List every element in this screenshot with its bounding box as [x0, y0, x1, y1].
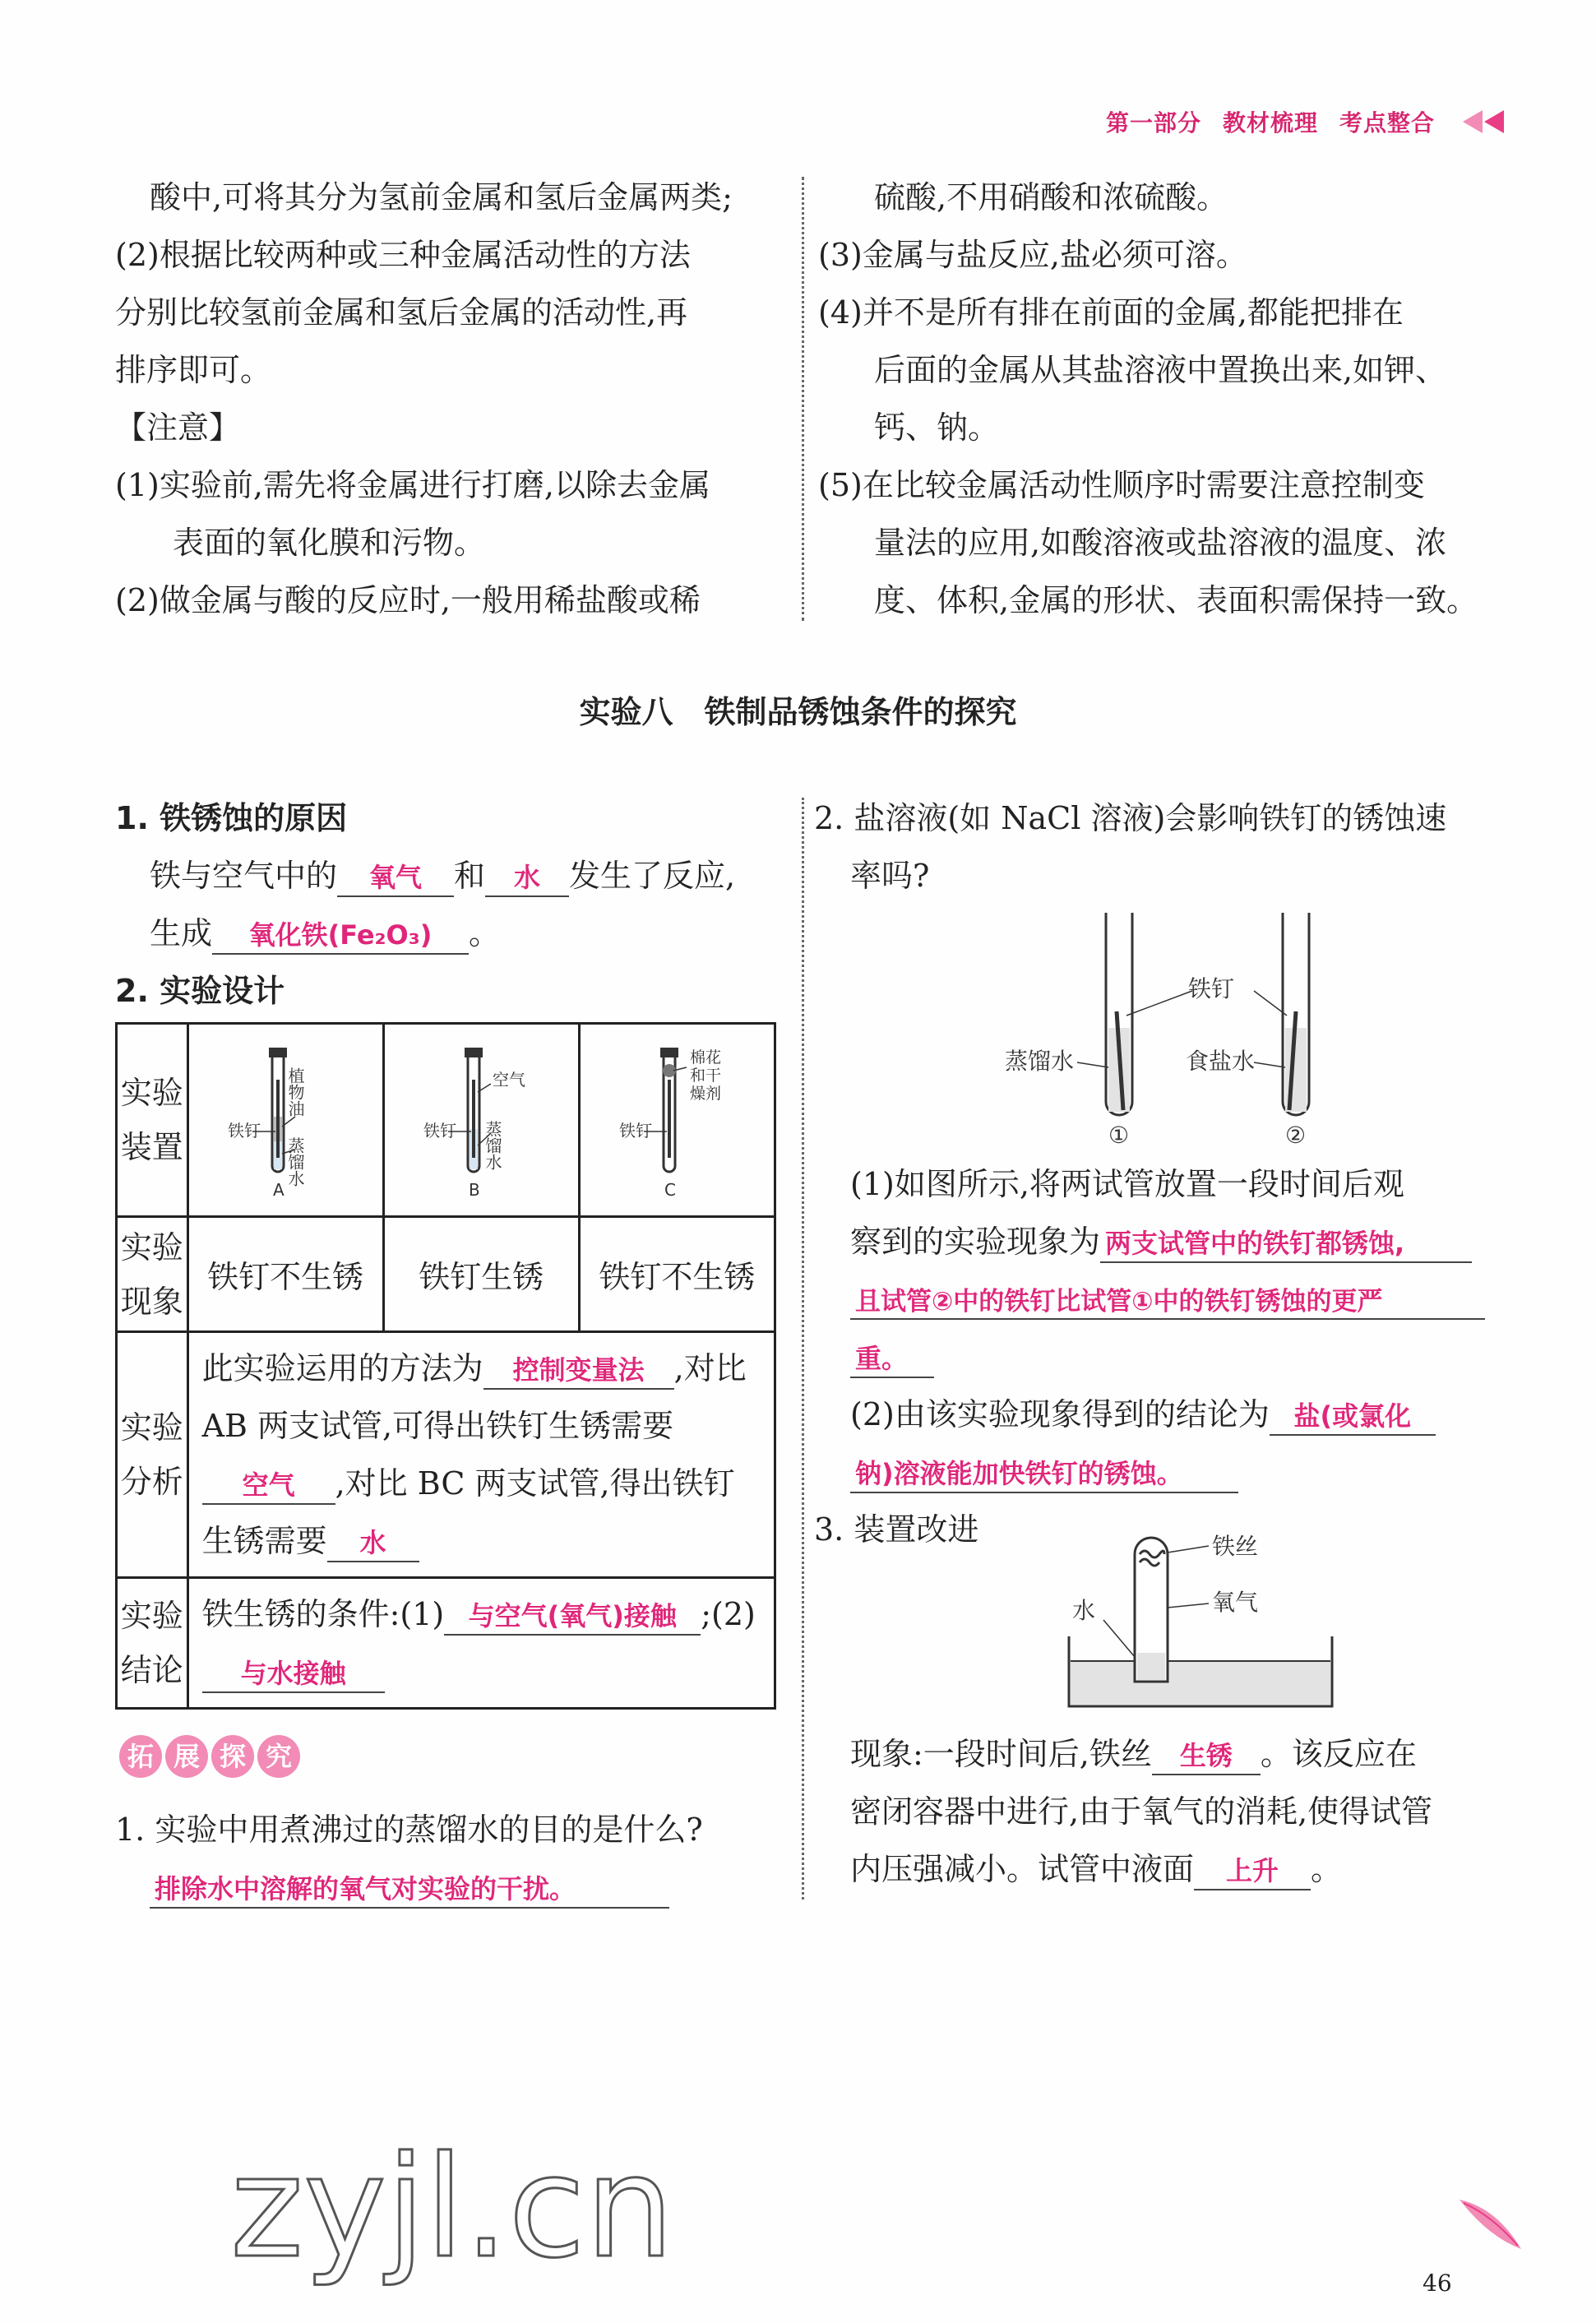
text-line: 后面的金属从其盐溶液中置换出来,如钾、: [874, 352, 1447, 388]
text-line: (5)在比较金属活动性顺序时需要注意控制变: [818, 467, 1425, 503]
salt-experiment-diagram: [970, 905, 1365, 1151]
text-line: 量法的应用,如酸溶液或盐溶液的温度、浓: [874, 525, 1447, 561]
extension-badges: [119, 1735, 303, 1778]
text-line: 表面的氧化膜和污物。: [173, 525, 486, 561]
row-head: 实验装置: [117, 1024, 188, 1217]
arrow-decoration-icon: [1456, 107, 1514, 137]
column-divider: [802, 177, 804, 621]
row-head: 实验结论: [117, 1578, 188, 1709]
answer-blank: 盐(或氯化: [1270, 1400, 1436, 1436]
q2-2-line1: (2)由该实验现象得到的结论为 盐(或氯化: [814, 1386, 1497, 1443]
tube-a-top-label: 植物油: [285, 1067, 306, 1117]
text-line: 度、体积,金属的形状、表面积需保持一致。: [874, 582, 1478, 618]
answer-blank: 钠)溶液能加快铁钉的锈蚀。: [850, 1457, 1238, 1493]
fig-tube2-label: ②: [1285, 1122, 1307, 1149]
answer-blank: 与水接触: [202, 1657, 385, 1693]
answer-blank: 排除水中溶解的氧气对实验的干扰。: [150, 1872, 669, 1909]
left-column: [115, 789, 789, 1020]
question-title: 2. 实验设计: [115, 973, 285, 1009]
fig-nail-label: 铁钉: [1188, 975, 1235, 1002]
column-divider: [802, 798, 804, 1900]
text-line: (4)并不是所有排在前面的金属,都能把排在: [818, 294, 1404, 331]
tube-a-cell: [187, 1024, 383, 1217]
improved-apparatus-diagram: [1052, 1529, 1349, 1727]
q3-line3: 内压强减小。试管中液面 上升 。: [814, 1840, 1497, 1898]
tube-c-nail-label: 铁钉: [619, 1120, 653, 1141]
phenomenon-c: 铁钉不生锈: [579, 1217, 775, 1332]
text-line: (3)金属与盐反应,盐必须可溶。: [818, 237, 1247, 273]
answer-blank: 水: [327, 1526, 419, 1562]
header-part: 第一部分: [1105, 109, 1201, 137]
feather-icon: [1455, 2191, 1529, 2257]
q1-line1: 铁与空气中的 氧气 和 水 发生了反应,: [115, 847, 789, 905]
question-title: 1. 铁锈蚀的原因: [115, 800, 348, 836]
text-line: 1. 实验中用煮沸过的蒸馏水的目的是什么?: [115, 1812, 703, 1848]
badge: 探: [211, 1735, 254, 1778]
q3-block: [814, 1725, 1497, 1898]
page-number: 46: [1423, 2270, 1452, 2297]
tube-b-top-label: 空气: [493, 1069, 526, 1090]
text-line: (2)根据比较两种或三种金属活动性的方法: [115, 237, 691, 273]
text-line: (1)如图所示,将两试管放置一段时间后观: [850, 1166, 1404, 1202]
q1-line2: 生成 氧化铁(Fe₂O₃) 。: [115, 905, 789, 962]
tube-c-top-label-line2: 和干: [690, 1066, 722, 1085]
row-head: 实验分析: [117, 1332, 188, 1578]
tube-b-diagram: [399, 1034, 563, 1199]
answer-blank: 氧气: [337, 861, 454, 897]
answer-blank: 上升: [1194, 1854, 1311, 1890]
tube-c-cell: [579, 1024, 775, 1217]
answer-blank: 控制变量法: [483, 1354, 674, 1390]
tube-c-diagram: [594, 1034, 759, 1199]
tube-a-nail-label: 铁钉: [228, 1120, 261, 1141]
right-question-block: [814, 1155, 1497, 1558]
text-line: 排序即可。: [115, 352, 272, 388]
answer-blank: 生锈: [1152, 1739, 1261, 1775]
text-line: 硫酸,不用硝酸和浓硫酸。: [874, 179, 1228, 215]
fig2-wire-label: 铁丝: [1212, 1533, 1259, 1560]
answer-blank: 水: [485, 861, 569, 897]
right-column: [814, 789, 1497, 905]
conclusion-cell: 铁生锈的条件:(1) 与空气(氧气)接触 ;(2)与水接触: [187, 1578, 775, 1709]
section-title: 实验八 铁制品锈蚀条件的探究: [579, 694, 1017, 730]
fig-salt-label: 食盐水: [1186, 1048, 1256, 1075]
phenomenon-b: 铁钉生锈: [383, 1217, 579, 1332]
q3-line1: 现象:一段时间后,铁丝 生锈 。该反应在: [814, 1725, 1497, 1783]
tube-a-letter: A: [273, 1179, 285, 1199]
badge: 究: [257, 1735, 300, 1778]
answer-blank: 空气: [202, 1469, 335, 1505]
answer-blank: 两支试管中的铁钉都锈蚀,: [1100, 1227, 1472, 1263]
tube-c-top-label-line3: 燥剂: [690, 1084, 722, 1103]
text-line: 率吗?: [850, 858, 930, 894]
page-header: [1106, 105, 1514, 138]
q2-1-line2: 察到的实验现象为 两支试管中的铁钉都锈蚀,: [814, 1213, 1497, 1270]
badge: 展: [165, 1735, 208, 1778]
extension-question: [115, 1801, 789, 1916]
answer-blank: 与空气(氧气)接触: [444, 1599, 701, 1636]
tube-c-letter: C: [664, 1179, 677, 1199]
tube-b-letter: B: [469, 1179, 481, 1199]
header-sub: 考点整合: [1339, 109, 1435, 137]
phenomenon-a: 铁钉不生锈: [187, 1217, 383, 1332]
tube-b-nail-label: 铁钉: [423, 1120, 457, 1141]
top-left-column: [115, 169, 789, 629]
analysis-cell: 此实验运用的方法为 控制变量法 ,对比 AB 两支试管,可得出铁钉生锈需要空气 ,对比 BC 两支试管,得出铁钉生锈需要 水: [187, 1332, 775, 1578]
tube-a-diagram: [203, 1034, 368, 1199]
text-line: (1)实验前,需先将金属进行打磨,以除去金属: [115, 467, 710, 503]
text-line: 分别比较氢前金属和氢后金属的活动性,再: [115, 294, 688, 331]
top-right-column: [818, 169, 1492, 629]
fig2-water-label: 水: [1072, 1597, 1096, 1624]
row-head: 实验现象: [117, 1217, 188, 1332]
watermark: zyjl.cn: [230, 2126, 674, 2289]
text-line: 酸中,可将其分为氢前金属和氢后金属两类;: [150, 179, 733, 215]
tube-b-cell: [383, 1024, 579, 1217]
tube-b-bottom-label: 蒸馏水: [483, 1120, 503, 1170]
fig-tube1-label: ①: [1108, 1122, 1130, 1149]
text-line: (2)做金属与酸的反应时,一般用稀盐酸或稀: [115, 582, 701, 618]
tube-a-bottom-label: 蒸馏水: [285, 1136, 306, 1187]
text-line: 2. 盐溶液(如 NaCl 溶液)会影响铁钉的锈蚀速: [814, 800, 1447, 836]
answer-blank: 重。: [850, 1342, 934, 1378]
note-title: 【注意】: [115, 410, 241, 446]
badge: 拓: [119, 1735, 162, 1778]
answer-blank: 氧化铁(Fe₂O₃): [212, 919, 469, 955]
fig-water-label: 蒸馏水: [1005, 1048, 1075, 1075]
tube-c-top-label-line1: 棉花: [690, 1048, 722, 1067]
question-title: 3. 装置改进: [814, 1511, 979, 1548]
header-section: 教材梳理: [1222, 109, 1318, 137]
fig2-oxygen-label: 氧气: [1212, 1589, 1259, 1616]
experiment-table: [115, 1022, 776, 1710]
text-line: 钙、钠。: [874, 410, 1000, 446]
answer-blank: 且试管②中的铁钉比试管①中的铁钉锈蚀的更严: [850, 1285, 1485, 1320]
text-line: 密闭容器中进行,由于氧气的消耗,使得试管: [850, 1793, 1433, 1830]
